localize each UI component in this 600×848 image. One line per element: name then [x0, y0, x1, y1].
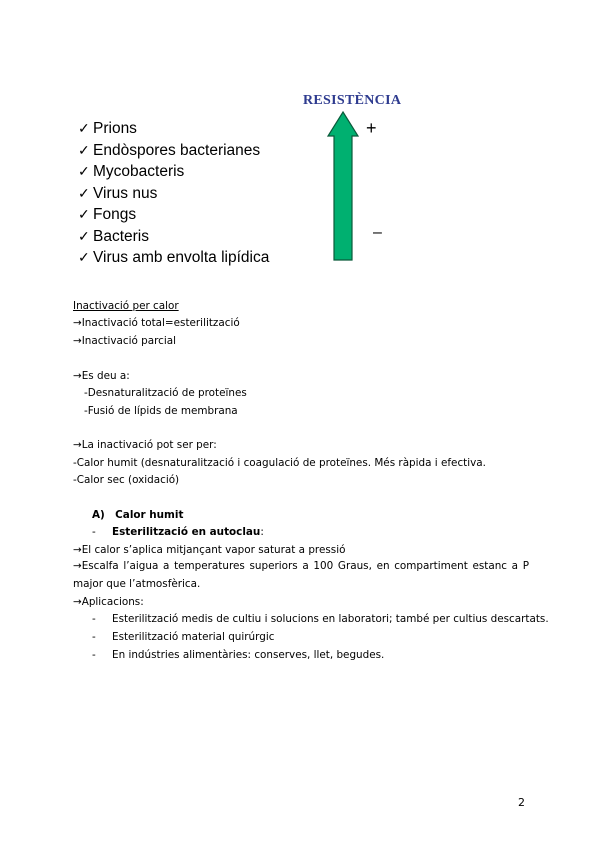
- resistance-item: ✓ Fongs: [78, 204, 269, 226]
- resistance-item: ✓ Virus amb envolta lipídica: [78, 247, 269, 269]
- resistance-item: ✓ Bacteris: [78, 226, 269, 248]
- section-heading: Inactivació per calor: [73, 300, 179, 312]
- checkmark-icon: ✓: [78, 227, 90, 244]
- application-item: - Esterilització material quirúrgic: [92, 631, 275, 643]
- more-resistant-sign: +: [366, 118, 377, 138]
- resistance-item: ✓ Mycobacteris: [78, 161, 269, 183]
- text-line: →Inactivació parcial: [73, 335, 177, 347]
- subsection-heading: A) Calor humit: [92, 509, 184, 521]
- text-line: →Aplicacions:: [73, 596, 144, 608]
- text-line: →Inactivació total=esterilització: [73, 317, 240, 329]
- text-line: →El calor s’aplica mitjançant vapor saturat a pressió: [73, 544, 346, 556]
- text-line: →La inactivació pot ser per:: [73, 439, 217, 451]
- sub-heading-line: - Esterilització en autoclau:: [92, 526, 264, 538]
- text-paragraph: →Escalfa l’aigua a temperatures superiors a 100 Graus, en compartiment estanc a P major que l’atmosfèrica.: [73, 560, 529, 590]
- text-line: -Desnaturalització de proteïnes: [84, 387, 247, 399]
- application-item: - Esterilització medis de cultiu i solucions en laboratori; també per cultius descartats.: [92, 613, 549, 625]
- checkmark-icon: ✓: [78, 206, 90, 222]
- resistance-list: [78, 118, 269, 269]
- resistance-item: ✓ Virus nus: [78, 183, 269, 205]
- less-resistant-sign: –: [373, 224, 382, 241]
- checkmark-icon: ✓: [78, 184, 90, 201]
- resistance-title: RESISTÈNCIA: [303, 93, 402, 108]
- checkmark-icon: ✓: [78, 120, 90, 136]
- text-line: -Calor sec (oxidació): [73, 474, 180, 486]
- page-number: 2: [518, 796, 525, 809]
- text-line: -Calor humit (desnaturalització i coagulació de proteïnes. Més ràpida i efectiva.: [73, 457, 486, 469]
- text-line: →Es deu a:: [73, 370, 130, 382]
- checkmark-icon: ✓: [78, 163, 90, 179]
- resistance-arrow-icon: [326, 110, 360, 262]
- checkmark-icon: ✓: [78, 249, 90, 265]
- checkmark-icon: ✓: [78, 141, 90, 158]
- resistance-item: ✓ Endòspores bacterianes: [78, 140, 269, 162]
- text-line: -Fusió de lípids de membrana: [84, 405, 238, 417]
- application-item: - En indústries alimentàries: conserves, llet, begudes.: [92, 649, 385, 661]
- resistance-item: ✓ Prions: [78, 118, 269, 140]
